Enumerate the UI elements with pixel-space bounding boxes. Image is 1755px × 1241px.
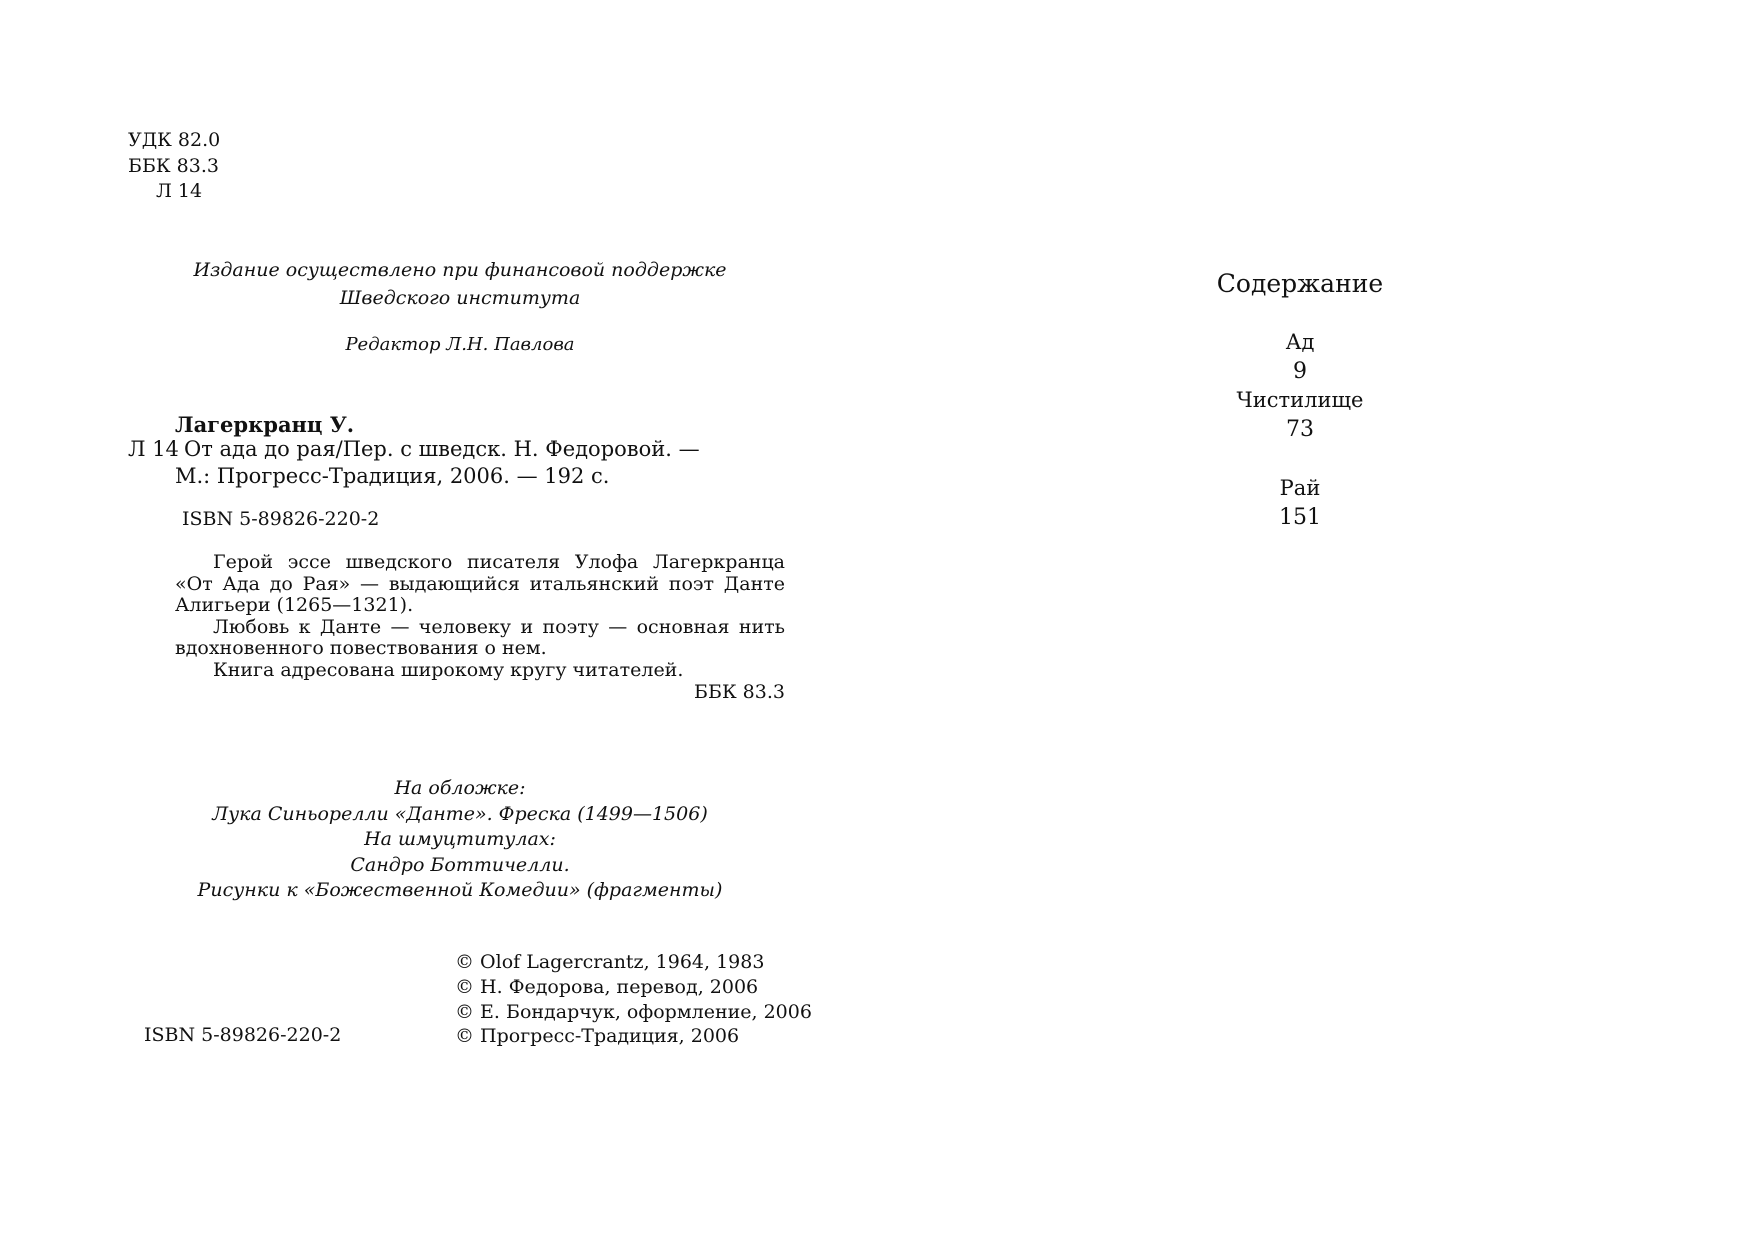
toc-entry-page: 73 — [1286, 417, 1314, 442]
copyright-line-4: © Прогресс-Традиция, 2006 — [455, 1025, 740, 1048]
copyright-line-1: © Olof Lagercrantz, 1964, 1983 — [455, 951, 765, 973]
cover-credit-line-1: На обложке: — [394, 777, 526, 799]
bbk-code: ББК 83.3 — [128, 154, 219, 177]
cover-credit-line-3: На шмуцтитулах: — [364, 828, 556, 850]
bibliographic-record — [128, 436, 700, 490]
cover-credit-line-5: Рисунки к «Божественной Комедии» (фрагменты) — [197, 879, 723, 901]
author-heading: Лагеркранц У. — [175, 412, 355, 437]
toc-entry-title: Рай — [1279, 476, 1321, 500]
annotation-paragraph-3: Книга адресована широкому кругу читателей. — [213, 658, 684, 681]
biblio-line-2: М.: Прогресс-Традиция, 2006. — 192 с. — [175, 464, 610, 488]
cover-credit-line-2: Лука Синьорелли «Данте». Фреска (1499—1506) — [212, 802, 708, 825]
isbn-top: ISBN 5-89826-220-2 — [182, 508, 380, 530]
sponsor-note — [180, 256, 740, 312]
udk-code: УДК 82.0 — [128, 129, 221, 151]
table-of-contents — [1150, 266, 1450, 532]
toc-entry-paradiso — [1150, 474, 1450, 532]
cover-credit-line-4: Сандро Боттичелли. — [350, 853, 570, 876]
annotation-bbk: ББК 83.3 — [694, 681, 785, 703]
cover-credits — [160, 776, 760, 904]
copyright-line-2: © Н. Федорова, перевод, 2006 — [455, 975, 759, 998]
author-sign: Л 14 — [156, 180, 203, 202]
annotation-paragraph-1: Герой эссе шведского писателя Улофа Лагеркранца «От Ада до Рая» — выдающийся итальянский поэт Данте Алигьери (1265—1321). — [175, 551, 785, 616]
annotation-paragraph-2: Любовь к Данте — человеку и поэту — основная нить вдохновенного повествования о нем. — [175, 615, 785, 659]
toc-entry-purgatorio — [1150, 386, 1450, 444]
editor-credit: Редактор Л.Н. Павлова — [345, 334, 575, 355]
toc-entry-title: Ад — [1285, 330, 1315, 354]
isbn-bottom: ISBN 5-89826-220-2 — [144, 1024, 342, 1046]
biblio-code: Л 14 — [128, 437, 179, 461]
classification-codes — [128, 128, 220, 205]
copyright-line-3: © Е. Бондарчук, оформление, 2006 — [455, 1000, 812, 1023]
copyright-block — [455, 950, 812, 1049]
toc-title: Содержание — [1216, 269, 1384, 298]
biblio-line-1 — [128, 436, 700, 463]
annotation — [175, 552, 785, 704]
toc-entry-page: 9 — [1293, 359, 1307, 384]
toc-entry-inferno — [1150, 328, 1450, 386]
toc-entry-page: 151 — [1279, 505, 1321, 530]
toc-entry-title: Чистилище — [1236, 388, 1364, 412]
sponsor-line-1: Издание осуществлено при финансовой поддержке — [193, 259, 727, 281]
biblio-title: От ада до рая/Пер. с шведск. Н. Федоровой. — — [184, 437, 700, 461]
sponsor-line-2: Шведского института — [339, 287, 581, 309]
